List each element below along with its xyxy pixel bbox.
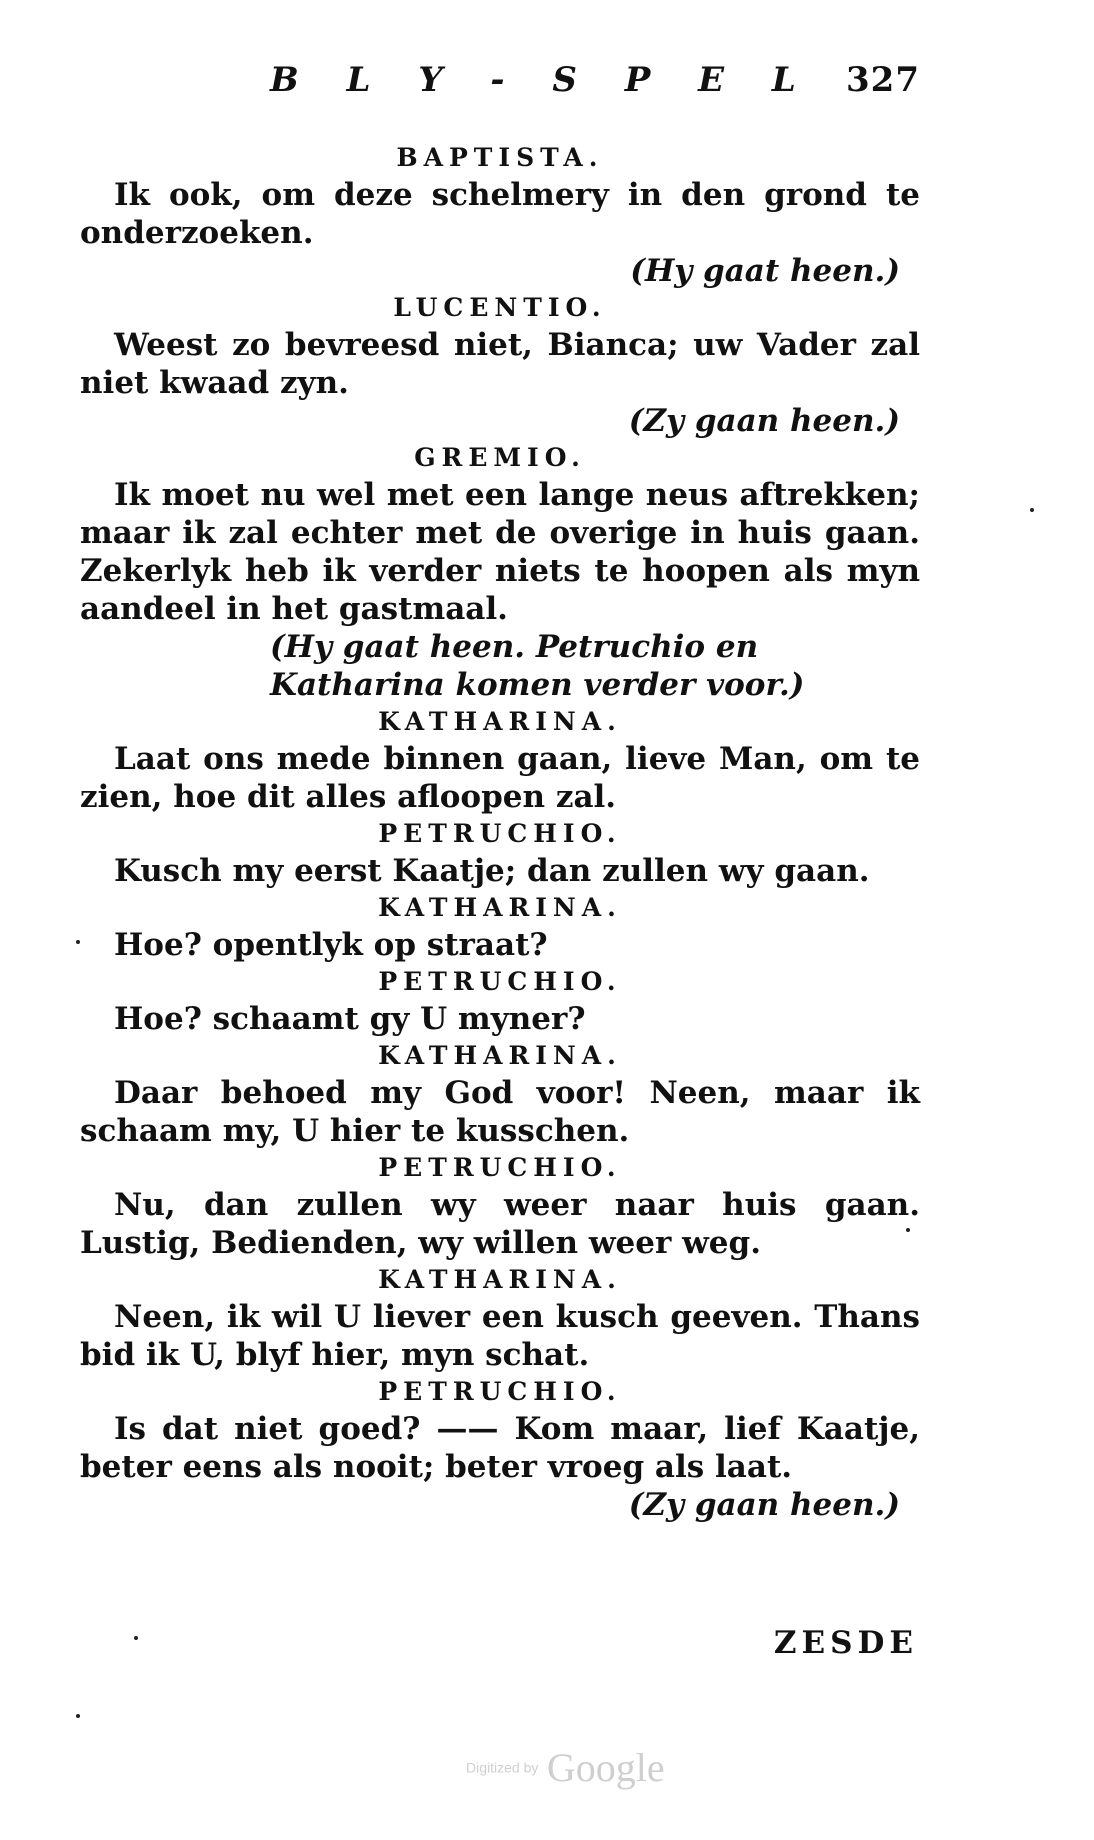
speaker-heading: KATHARINA. xyxy=(378,1041,622,1070)
speech: Ik ook, om deze schelmery in den grond te onderzoeken. xyxy=(80,177,920,251)
speaker-heading: PETRUCHIO. xyxy=(378,1153,622,1182)
watermark-prefix: Digitized by xyxy=(466,1759,539,1776)
speech: Is dat niet goed? —— Kom maar, lief Kaatje, beter eens als nooit; beter vroeg als laat. xyxy=(80,1411,920,1485)
stage-direction: (Hy gaat heen. Petruchio en Katharina komen verder voor.) xyxy=(270,629,805,703)
ink-speck xyxy=(76,940,80,944)
speaker-heading: PETRUCHIO. xyxy=(378,967,622,996)
page-number: 327 xyxy=(846,60,920,100)
speaker-heading: KATHARINA. xyxy=(378,707,622,736)
stage-direction: (Hy gaat heen.) xyxy=(630,253,900,289)
speech: Ik moet nu wel met een lange neus aftrekken; maar ik zal echter met de overige in huis gaan. Zekerlyk heb ik verder niets te hoopen als myn aandeel in het gastmaal. xyxy=(80,477,920,627)
digitization-watermark xyxy=(466,1744,665,1791)
speech: Kusch my eerst Kaatje; dan zullen wy gaan. xyxy=(114,853,870,889)
ink-speck xyxy=(76,1714,80,1718)
speech: Daar behoed my God voor! Neen, maar ik schaam my, U hier te kusschen. xyxy=(80,1075,920,1149)
ink-speck xyxy=(906,1228,910,1232)
ink-speck xyxy=(1030,508,1034,512)
speech: Laat ons mede binnen gaan, lieve Man, om te zien, hoe dit alles afloopen zal. xyxy=(80,741,920,815)
running-title: B L Y - S P E L xyxy=(270,60,814,100)
running-head xyxy=(130,60,920,108)
speech: Hoe? schaamt gy U myner? xyxy=(114,1001,586,1037)
stage-direction: (Zy gaan heen.) xyxy=(628,1487,900,1523)
speech: Weest zo bevreesd niet, Bianca; uw Vader zal niet kwaad zyn. xyxy=(80,327,920,401)
speaker-heading: GREMIO. xyxy=(414,443,586,472)
speaker-heading: KATHARINA. xyxy=(378,1265,622,1294)
speaker-heading: KATHARINA. xyxy=(378,893,622,922)
catchword: ZESDE xyxy=(773,1625,918,1661)
speech: Neen, ik wil U liever een kusch geeven. Thans bid ik U, blyf hier, myn schat. xyxy=(80,1299,920,1373)
speech: Hoe? opentlyk op straat? xyxy=(114,927,548,963)
speaker-heading: BAPTISTA. xyxy=(396,143,604,172)
watermark-brand: Google xyxy=(546,1745,665,1790)
speech: Nu, dan zullen wy weer naar huis gaan. Lustig, Bedienden, wy willen weer weg. xyxy=(80,1187,920,1261)
speaker-heading: PETRUCHIO. xyxy=(378,819,622,848)
play-text xyxy=(80,140,920,1524)
speaker-heading: LUCENTIO. xyxy=(393,293,607,322)
stage-direction: (Zy gaan heen.) xyxy=(628,403,900,439)
ink-speck xyxy=(134,1636,138,1640)
speaker-heading: PETRUCHIO. xyxy=(378,1377,622,1406)
